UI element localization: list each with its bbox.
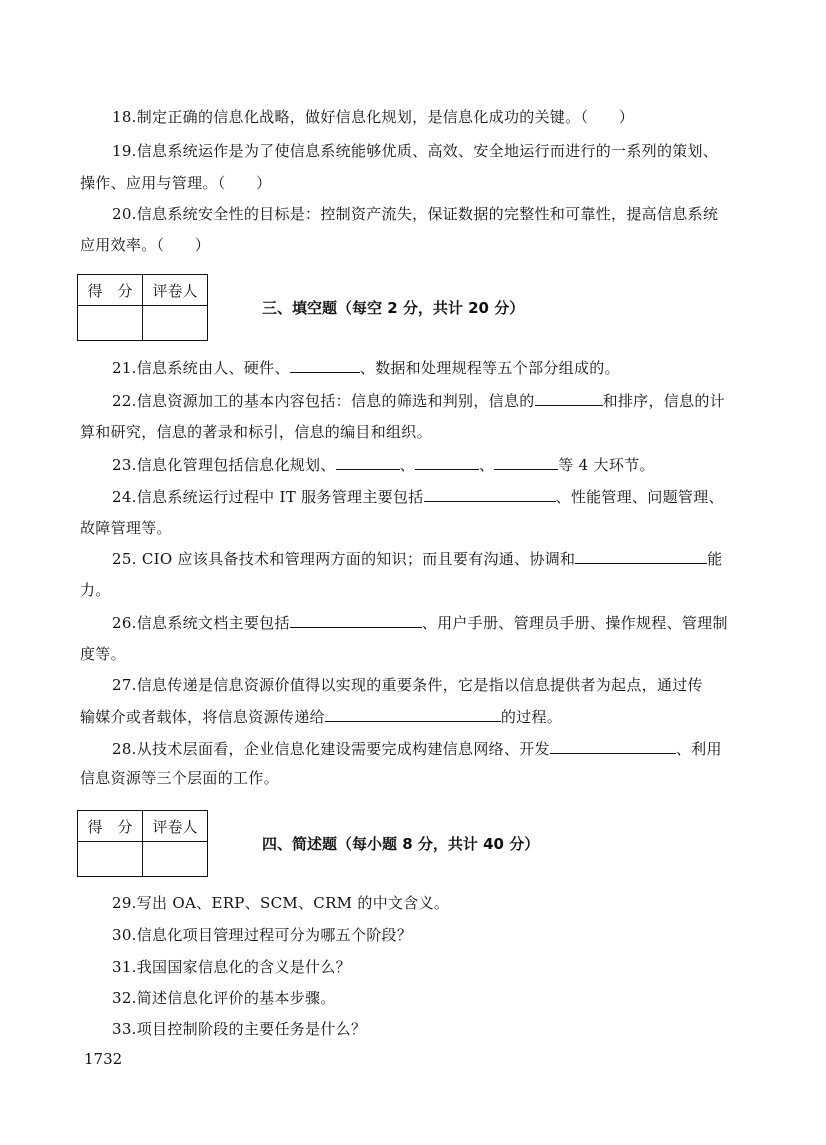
answer-blank[interactable] [535,390,603,406]
question-32: 32.简述信息化评价的基本步骤。 [112,989,336,1007]
answer-blank[interactable] [336,454,400,470]
question-24-line2: 故障管理等。 [80,519,172,537]
question-24-line1: 24.信息系统运行过程中 IT 服务管理主要包括 、性能管理、问题管理、 [112,488,724,506]
score-cell[interactable] [78,306,143,341]
grader-cell[interactable] [143,306,208,341]
answer-blank[interactable] [415,454,479,470]
score-table-section4 [77,810,208,877]
score-cell[interactable] [78,842,143,877]
question-27-line1: 27.信息传递是信息资源价值得以实现的重要条件，它是指以信息提供者为起点，通过传 [112,676,703,694]
question-19-line1: 19.信息系统运作是为了使信息系统能够优质、高效、安全地运行而进行的一系列的策划、 [112,142,719,160]
page-number: 1732 [84,1050,123,1068]
question-25-line2: 力。 [80,581,111,599]
question-33: 33.项目控制阶段的主要任务是什么？ [112,1020,367,1038]
question-25-line1: 25. CIO 应该具备技术和管理两方面的知识；而且要有沟通、协调和 能 [112,550,723,568]
question-23: 23.信息化管理包括信息化规划、 、 、 等 4 大环节。 [112,456,655,474]
question-20-line2: 应用效率。（ ） [80,236,211,254]
question-19-line2: 操作、应用与管理。（ ） [80,174,272,192]
grader-header: 评卷人 [143,811,208,842]
score-header: 得 分 [78,275,143,306]
question-30: 30.信息化项目管理过程可分为哪五个阶段？ [112,926,413,944]
question-28-line2: 信息资源等三个层面的工作。 [80,769,279,787]
answer-blank[interactable] [550,738,676,754]
answer-blank[interactable] [494,454,558,470]
answer-blank[interactable] [290,357,360,373]
score-table-section3 [77,274,208,341]
question-22-line1: 22.信息资源加工的基本内容包括：信息的筛选和判别，信息的 和排序，信息的计 [112,392,725,410]
answer-blank[interactable] [575,548,707,564]
score-header: 得 分 [78,811,143,842]
question-28-line1: 28.从技术层面看，企业信息化建设需要完成构建信息网络、开发 、利用 [112,740,722,758]
question-22-line2: 算和研究，信息的著录和标引，信息的编目和组织。 [80,423,432,441]
answer-blank[interactable] [424,486,556,502]
answer-blank[interactable] [290,612,422,628]
question-27-line2: 输媒介或者载体，将信息资源传递给 的过程。 [80,708,563,726]
question-18: 18.制定正确的信息化战略，做好信息化规划，是信息化成功的关键。（ ） [112,108,635,126]
question-26-line2: 度等。 [80,645,126,663]
question-31: 31.我国国家信息化的含义是什么？ [112,958,351,976]
question-20-line1: 20.信息系统安全性的目标是：控制资产流失，保证数据的完整性和可靠性，提高信息系统 [112,205,719,223]
grader-header: 评卷人 [143,275,208,306]
question-26-line1: 26.信息系统文档主要包括 、用户手册、管理员手册、操作规程、管理制 [112,614,728,632]
section-4-title: 四、简述题（每小题 8 分，共计 40 分） [262,835,540,853]
grader-cell[interactable] [143,842,208,877]
answer-blank[interactable] [325,706,501,722]
question-21: 21.信息系统由人、硬件、 、数据和处理规程等五个部分组成的。 [112,359,620,377]
section-3-title: 三、填空题（每空 2 分，共计 20 分） [262,299,525,317]
question-29: 29.写出 OA、ERP、SCM、CRM 的中文含义。 [112,894,450,912]
